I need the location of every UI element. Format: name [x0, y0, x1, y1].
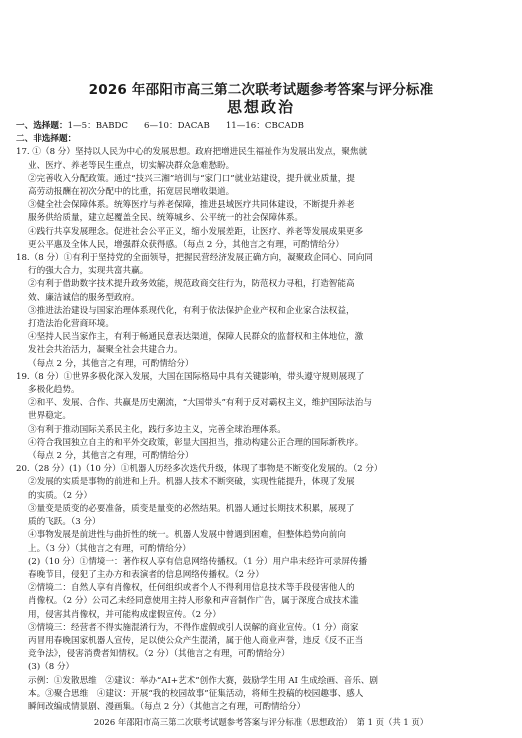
document-subtitle: 思想政治 — [226, 98, 295, 116]
answer-line: 19.（8 分）①世界多极化深入发展，大国在国际格局中具有关键影响，带头遵守规则展现了 — [16, 371, 365, 382]
answer-line: (2)（10 分）①情境一：著作权人享有信息网络传播权。（1 分）用户串未经许可录屏传播 — [28, 556, 368, 567]
answer-line: ②完善收入分配政策。通过“技兴三湘”培训与“家门口”就业站建设，提升就业质量，提 — [28, 173, 355, 184]
answer-line: ③有利于推动国际关系民主化，践行多边主义，完善全球治理体系。 — [28, 424, 286, 435]
answer-line: 春晚节目，侵犯了主办方和表演者的信息网络传播权。（2 分） — [28, 569, 264, 580]
choice-group-1: 1—5：BABDC — [67, 121, 129, 131]
section-choice-answers — [16, 120, 510, 133]
answer-line: 服务供给质量，建立起覆盖全民、统筹城乡、公平统一的社会保障体系。 — [28, 213, 304, 224]
answer-line: 的实质。（2 分） — [28, 490, 93, 501]
answer-line: 用，侵害其肖像权，并可能构成虚假宣传。（2 分） — [28, 609, 221, 620]
answer-line: ③量变是质变的必要准备，质变是量变的必然结果。机器人通过长期技术积累，展现了 — [28, 503, 355, 514]
answer-line: 丙冒用春晚国家机器人宣传，足以使公众产生混淆，属于他人商业声誉，违反《反不正当 — [28, 635, 364, 646]
answer-line: ④践行共享发展理念。促进社会公平正义，缩小发展差距，让医疗、养老等发展成果更多 — [28, 226, 364, 237]
answer-line: ②和平、发展、合作、共赢是历史潮流，“大国带头”有利于反对霸权主义，维护国际法治与 — [28, 398, 372, 409]
choice-group-2: 6—10：DACAB — [144, 121, 210, 131]
answer-line: 18.（8 分）①有利于坚持党的全面领导，把握民营经济发展正确方向，凝聚政企同心、同向同 — [16, 253, 374, 264]
answer-line: 效、廉洁诚信的服务型政府。 — [28, 292, 140, 303]
answer-line: 高劳动报酬在初次分配中的比重，拓宽居民增收渠道。 — [28, 187, 235, 198]
answer-line: （每点 2 分，其他言之有理，可酌情给分） — [28, 358, 194, 369]
page-footer: 2026 年邵阳市高三第二次联考试题参考答案与评分标准（思想政治） 第 1 页（共 1 页） — [93, 717, 429, 727]
answer-line: 质的飞跃。（3 分） — [28, 517, 101, 528]
answer-line: 20.（28 分）(1)（10 分）①机器人历经多次迭代升级，体现了事物是不断变化发展的。（2 分） — [16, 464, 383, 475]
answer-line: 多极化趋势。 — [28, 385, 80, 396]
section-label-nonchoice: 二、非选择题： — [16, 134, 77, 145]
answer-line: （每点 2 分，其他言之有理，可酌情给分） — [28, 451, 194, 462]
answer-content — [16, 120, 510, 714]
answer-line: ④事物发展是前进性与曲折性的统一。机器人发展中曾遇到困难，但整体趋势向前向 — [28, 530, 346, 541]
answer-line: 瞬间改编成情景剧、漫画集。（每点 2 分）（其他言之有理，可酌情给分） — [28, 701, 306, 712]
answer-line: 本。③聚合思维 ④建议：开展“我的校园故事”征集活动，将师生投稿的校园趣事、感人 — [28, 688, 364, 699]
answer-line: 示例：①发散思维 ②建议：举办“AI+艺术”创作大赛，鼓励学生用 AI 生成绘画、音乐、剧 — [28, 675, 379, 686]
answer-line: 业、医疗、养老等民生重点，切实解决群众急难愁盼。 — [28, 160, 235, 171]
answer-line: 发社会共治活力，凝聚全社会共建合力。 — [28, 345, 183, 356]
answer-line: 17. ①（8 分）坚持以人民为中心的发展思想。政府把增进民生福祉作为发展出发点，聚焦就 — [16, 147, 368, 158]
choice-group-3: 11—16：CBCADB — [225, 121, 304, 131]
answer-line: ④符合我国独立自主的和平外交政策，彰显大国担当，推动构建公正合理的国际新秩序。 — [28, 437, 364, 448]
answer-line: 上。（3 分）（其他言之有理，可酌情给分） — [28, 543, 191, 554]
answer-line: 世界稳定。 — [28, 411, 71, 422]
answer-line: 竞争法》，侵害消费者知情权。（2 分）（其他言之有理，可酌情给分） — [28, 649, 290, 660]
answer-line: ②情境二：自然人享有肖像权，任何组织或者个人不得利用信息技术等手段侵害他人的 — [28, 583, 355, 594]
answer-line: 肖像权。（2 分）公司乙未经同意使用主持人形象和声音制作广告，属于深度合成技术滥 — [28, 596, 359, 607]
answer-line: ③健全社会保障体系。统筹医疗与养老保障，推进县域医疗共同体建设，不断提升养老 — [28, 200, 355, 211]
answer-line: ②发展的实质是事物的前进和上升。机器人技术不断突破，实现性能提升，体现了发展 — [28, 477, 355, 488]
answer-line: (3)（8 分） — [28, 662, 75, 673]
answer-line: 更公平惠及全体人民，增强群众获得感。（每点 2 分，其他言之有理，可酌情给分） — [28, 239, 345, 250]
document-title: 2026 年邵阳市高三第二次联考试题参考答案与评分标准 — [88, 82, 434, 98]
answer-line: ④坚持人民当家作主，有利于畅通民意表达渠道，保障人民群众的监督权和主体地位，激 — [28, 332, 364, 343]
answer-line: ③推进法治建设与国家治理体系现代化，有利于依法保护企业产权和企业家合法权益， — [28, 305, 355, 316]
section-label-choice: 一、选择题： — [16, 121, 68, 131]
answer-line: 行的强大合力，实现共富共赢。 — [28, 266, 149, 277]
answer-line: ②有利于借助数字技术提升政务效能，规范政商交往行为，防范权力寻租，打造智能高 — [28, 279, 355, 290]
answer-line: ③情境三：经营者不得实施混淆行为，不得作虚假或引人误解的商业宣传。（1 分）商家 — [28, 622, 359, 633]
answer-line: 打造法治化营商环境。 — [28, 319, 114, 330]
